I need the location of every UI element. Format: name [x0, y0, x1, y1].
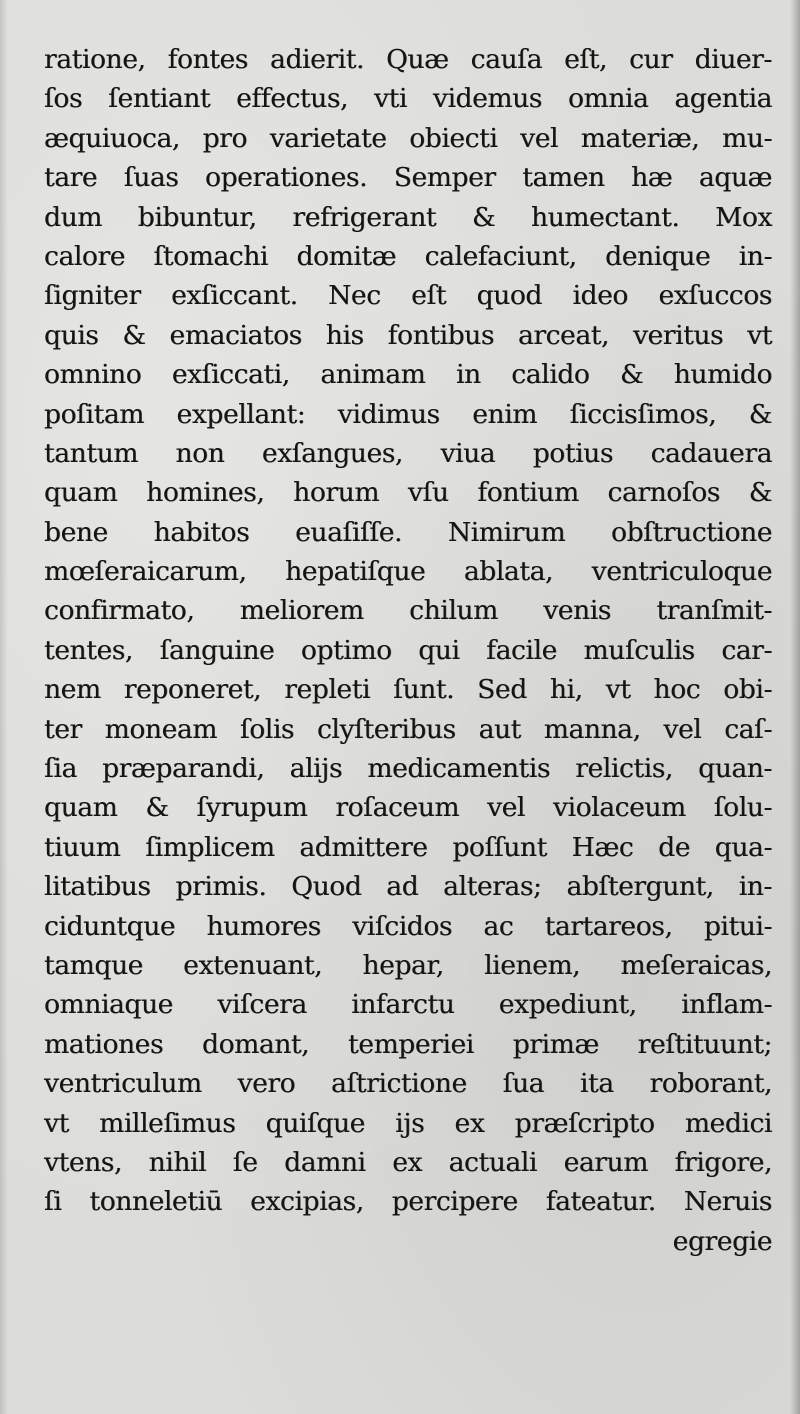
text-line: quam & ſyrupum roſaceum vel violaceum ſolu- [44, 792, 772, 824]
text-line: mationes domant, temperiei primæ reſtituunt; [44, 1028, 772, 1060]
text-line: æquiuoca, pro varietate obiecti vel materiæ, mu- [44, 122, 772, 154]
text-line: ventriculum vero aſtrictione ſua ita roborant, [44, 1068, 772, 1100]
text-line: calore ſtomachi domitæ calefaciunt, denique in- [44, 240, 772, 272]
text-line: bene habitos euaſiſſe. Nimirum obſtructione [44, 516, 772, 548]
text-line: ter moneam ſolis clyſteribus aut manna, vel caſ- [44, 713, 772, 745]
text-line: ſia præparandi, alijs medicamentis relictis, quan- [44, 753, 772, 785]
text-line: tamque extenuant, hepar, lienem, meſeraicas, [44, 949, 772, 981]
page-right-shadow [790, 0, 800, 1414]
text-line: ſi tonneletiū excipias, percipere fateatur. Neruis [44, 1186, 772, 1218]
text-line: tare ſuas operationes. Semper tamen hæ aquæ [44, 162, 772, 194]
text-line: ſos ſentiant effectus, vti videmus omnia agentia [44, 83, 772, 115]
text-line: confirmato, meliorem chilum venis tranſmit- [44, 595, 772, 627]
text-line: ſigniter exſiccant. Nec eſt quod ideo exſuccos [44, 280, 772, 312]
catchword: egregie [672, 1225, 772, 1257]
text-line: ratione, fontes adierit. Quæ cauſa eſt, cur diuer- [44, 44, 772, 75]
text-line: ciduntque humores viſcidos ac tartareos, pitui- [44, 910, 772, 942]
text-line: tiuum ſimplicem admittere poſſunt Hæc de qua- [44, 831, 772, 863]
text-line: vt milleſimus quiſque ijs ex præſcripto medici [44, 1107, 772, 1139]
text-line: tentes, ſanguine optimo qui facile muſculis car- [44, 634, 772, 666]
text-line: poſitam expellant: vidimus enim ſiccisſimos, & [44, 398, 772, 430]
text-line: omnino exſiccati, animam in calido & humido [44, 359, 772, 391]
text-line: litatibus primis. Quod ad alteras; abſtergunt, in- [44, 871, 772, 903]
text-line: mœſeraicarum, hepatiſque ablata, ventriculoque [44, 556, 772, 588]
body-text [44, 40, 772, 1261]
text-line: dum bibuntur, refrigerant & humectant. Mox [44, 201, 772, 233]
text-line: tantum non exſangues, viua potius cadauera [44, 437, 772, 469]
page-left-shadow [0, 0, 8, 1414]
text-line: quis & emaciatos his fontibus arceat, veritus vt [44, 319, 772, 351]
text-line: vtens, nihil ſe damni ex actuali earum frigore, [44, 1146, 772, 1178]
text-line: nem reponeret, repleti ſunt. Sed hi, vt hoc obi- [44, 674, 772, 706]
text-line: quam homines, horum vſu fontium carnoſos & [44, 477, 772, 509]
text-line: omniaque viſcera infarctu expediunt, inflam- [44, 989, 772, 1021]
